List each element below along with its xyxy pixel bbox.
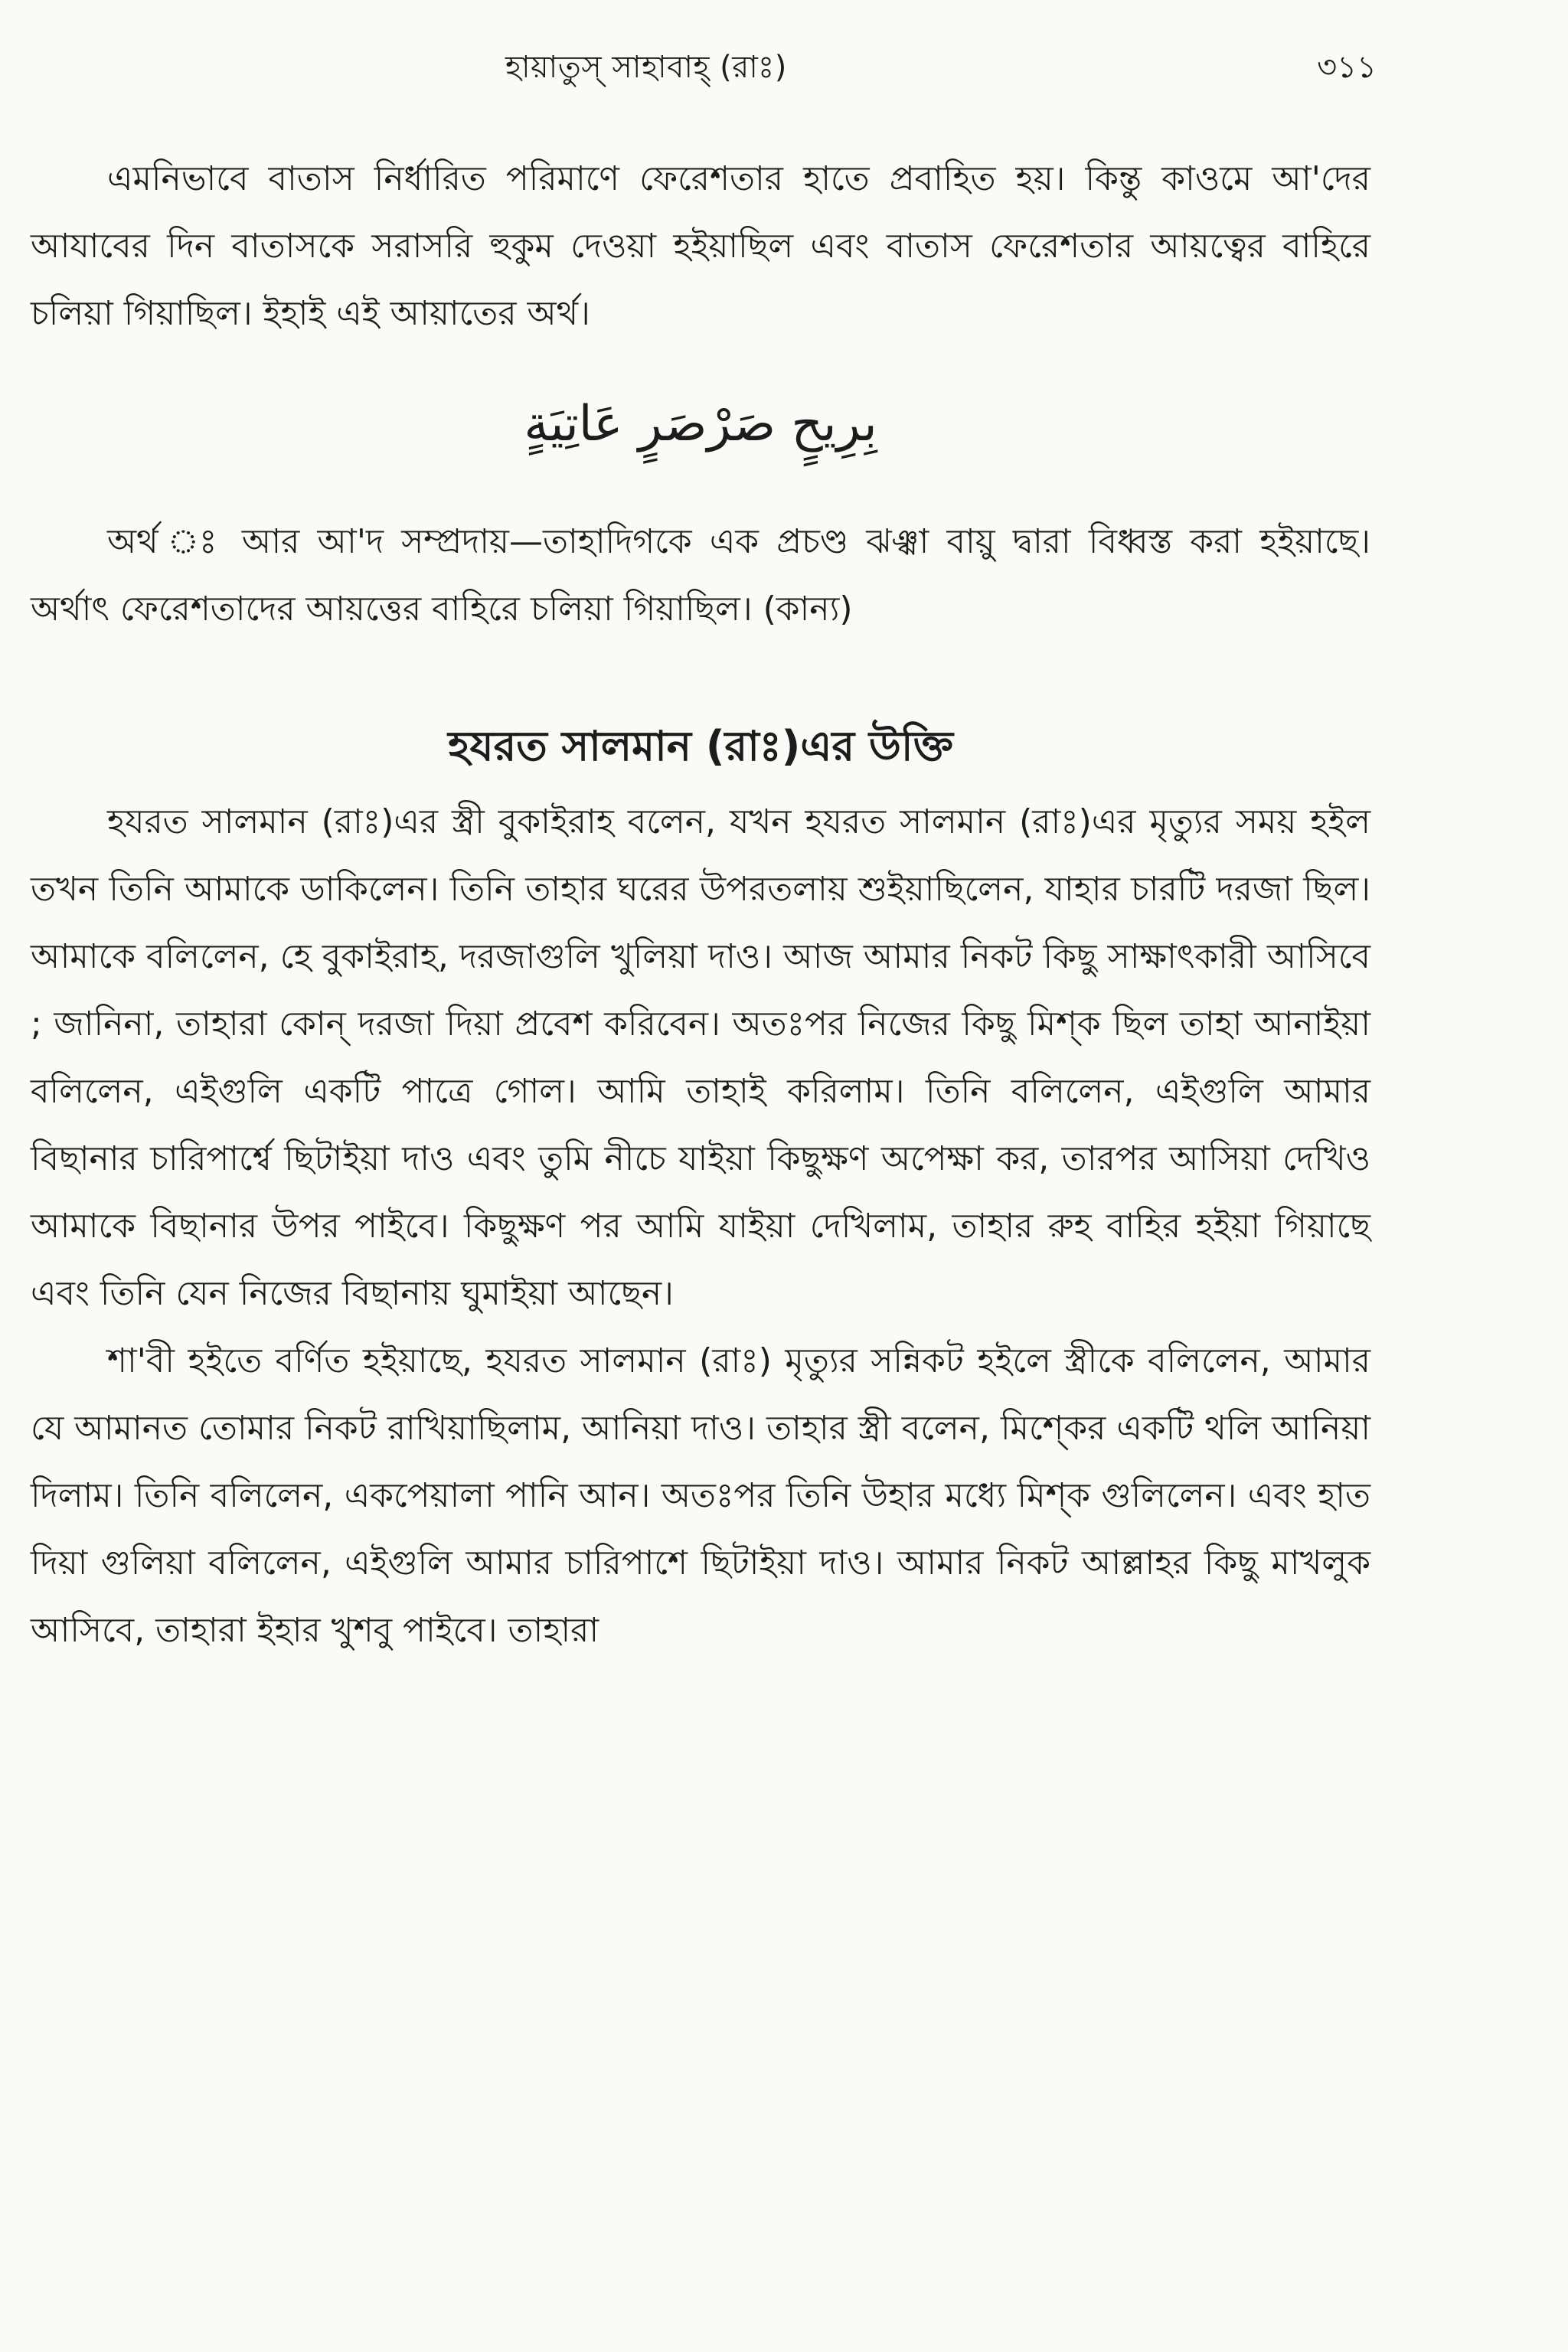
page-number: ৩১১ (1317, 50, 1377, 85)
arabic-verse: بِرِيحٍ صَرْصَرٍ عَاتِيَةٍ (524, 396, 877, 452)
paragraph-wind-explanation: এমনিভাবে বাতাস নির্ধারিত পরিমাণে ফেরেশতার হাতে প্রবাহিত হয়। কিন্তু কাওমে আ'দের আযাবের দিন বাতাসকে সরাসরি হুকুম দেওয়া হইয়াছিল এবং বাতাস ফেরেশতার আয়ত্বের বাহিরে চলিয়া গিয়াছিল। ইহাই এই আয়াতের অর্থ। (31, 159, 1370, 333)
paragraph-salman-wife-account: হযরত সালমান (রাঃ)এর স্ত্রী বুকাইরাহ বলেন, যখন হযরত সালমান (রাঃ)এর মৃত্যুর সময় হইল তখন তিনি আমাকে ডাকিলেন। তিনি তাহার ঘরের উপরতলায় শুইয়াছিলেন, যাহার চারটি দরজা ছিল। আমাকে বলিলেন, হে বুকাইরাহ, দরজাগুলি খুলিয়া দাও। আজ আমার নিকট কিছু সাক্ষাৎকারী আসিবে ; জানিনা, তাহারা কোন্ দরজা দিয়া প্রবেশ করিবেন। অতঃপর নিজের কিছু মিশ্ক ছিল তাহা আনাইয়া বলিলেন, এইগুলি একটি পাত্রে গোল। আমি তাহাই করিলাম। তিনি বলিলেন, এইগুলি আমার বিছানার চারিপার্শ্বে ছিটাইয়া দাও এবং তুমি নীচে যাইয়া কিছুক্ষণ অপেক্ষা কর, তারপর আসিয়া দেখিও আমাকে বিছানার উপর পাইবে। কিছুক্ষণ পর আমি যাইয়া দেখিলাম, তাহার রুহ বাহির হইয়া গিয়াছে এবং তিনি যেন নিজের বিছানায় ঘুমাইয়া আছেন। (31, 802, 1370, 1313)
running-title: হায়াতুস্ সাহাবাহ্ (রাঃ) (505, 50, 787, 85)
page-header (0, 43, 1568, 104)
section-heading: হযরত সালমান (রাঃ)এর উক্তি (448, 722, 953, 770)
page-body (31, 145, 1370, 1664)
paragraph-verse-meaning: অর্থ ঃ আর আ'দ সম্প্রদায়—তাহাদিগকে এক প্রচণ্ড ঝঞ্ঝা বায়ু দ্বারা বিধ্বস্ত করা হইয়াছে। অর্থাৎ ফেরেশতাদের আয়ত্তের বাহিরে চলিয়া গিয়াছিল। (কান্য) (31, 522, 1370, 629)
paragraph-shabi-account: শা'বী হইতে বর্ণিত হইয়াছে, হযরত সালমান (রাঃ) মৃত্যুর সন্নিকট হইলে স্ত্রীকে বলিলেন, আমার যে আমানত তোমার নিকট রাখিয়াছিলাম, আনিয়া দাও। তাহার স্ত্রী বলেন, মিশ্কের একটি থলি আনিয়া দিলাম। তিনি বলিলেন, একপেয়ালা পানি আন। অতঃপর তিনি উহার মধ্যে মিশ্ক গুলিলেন। এবং হাত দিয়া গুলিয়া বলিলেন, এইগুলি আমার চারিপাশে ছিটাইয়া দাও। আমার নিকট আল্লাহর কিছু মাখলুক আসিবে, তাহারা ইহার খুশবু পাইবে। তাহারা (31, 1341, 1370, 1650)
